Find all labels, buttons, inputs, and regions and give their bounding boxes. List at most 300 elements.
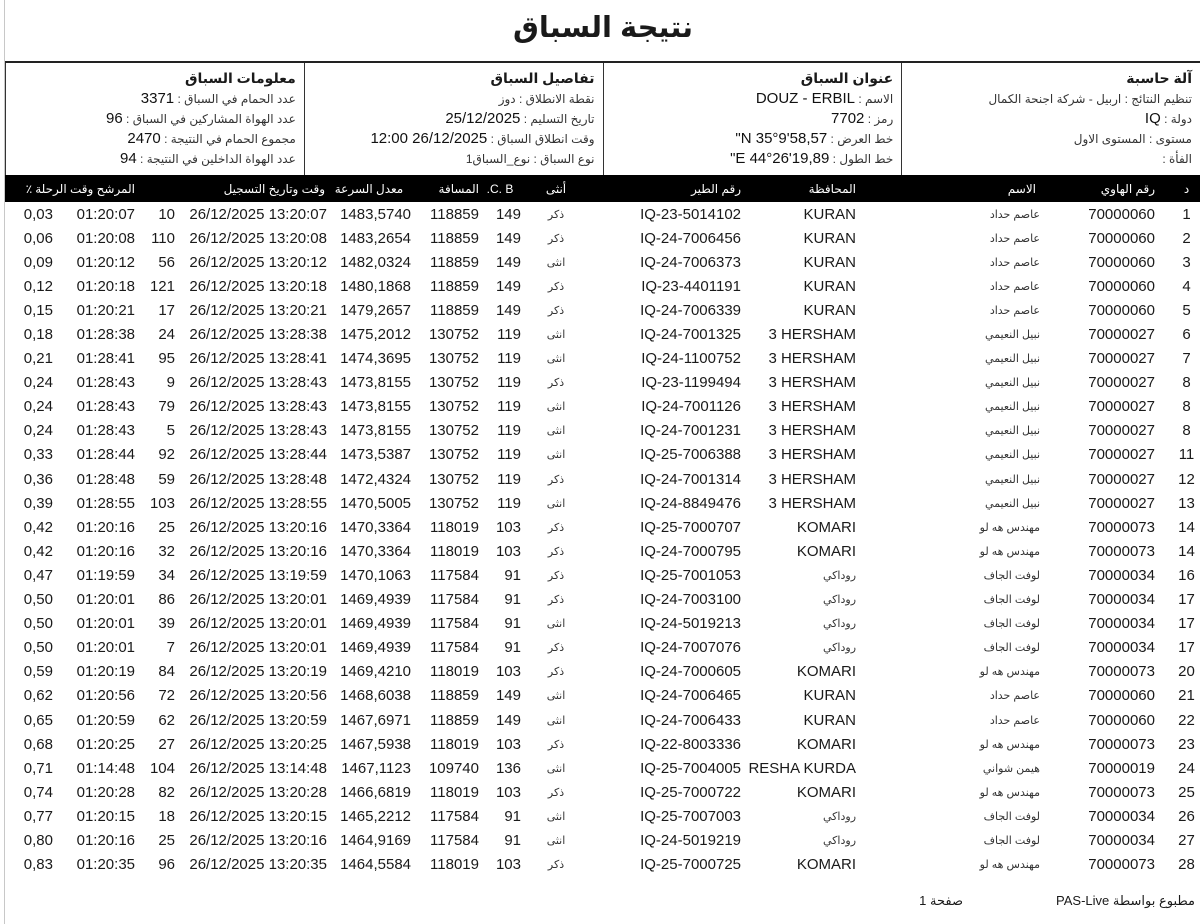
cell-province: KURAN	[803, 711, 856, 729]
cell-ring: IQ-24-7006465	[640, 687, 741, 705]
cell-percent: 0,12	[23, 277, 53, 295]
info-line	[313, 149, 595, 169]
cell-province: روداكي	[823, 569, 856, 582]
table-row[interactable]	[5, 563, 1200, 587]
cell-speed: 1469,4210	[340, 663, 411, 681]
cell-registered: 26/12/2025 13:14:48	[189, 759, 327, 777]
cell-rank: 8	[1182, 422, 1191, 440]
cell-sex: ذكر	[547, 208, 565, 221]
table-row[interactable]	[5, 853, 1200, 877]
cell-percent: 0,71	[23, 759, 53, 777]
table-row[interactable]	[5, 202, 1200, 226]
cell-speed: 1470,5005	[340, 494, 411, 512]
results-table	[5, 175, 1200, 877]
cell-registered: 26/12/2025 13:20:16	[189, 542, 327, 560]
cell-ring: IQ-24-7001231	[640, 422, 741, 440]
table-row[interactable]	[5, 322, 1200, 346]
cell-province: 3 HERSHAM	[768, 350, 856, 368]
cell-ring: IQ-24-7000795	[640, 542, 741, 560]
cell-rank: 12	[1178, 470, 1195, 488]
cell-name: نبيل النعيمي	[985, 377, 1040, 390]
cell-registered: 26/12/2025 13:28:48	[189, 470, 327, 488]
cell-sex: ذكر	[547, 232, 565, 245]
cell-rank: 26	[1178, 807, 1195, 825]
cell-fancier-id: 70000027	[1088, 326, 1155, 344]
cell-name: لوفت الجاف	[983, 834, 1040, 847]
cell-flight-time: 01:20:01	[76, 639, 135, 657]
table-row[interactable]	[5, 250, 1200, 274]
table-row[interactable]	[5, 298, 1200, 322]
cell-fancier-id: 70000073	[1088, 735, 1155, 753]
cell-name: مهندس هه لو	[979, 786, 1040, 799]
cell-percent: 0,33	[23, 446, 53, 464]
cell-sex: انثى	[546, 810, 566, 823]
cell-flight-time: 01:20:19	[76, 663, 135, 681]
cell-rank: 25	[1178, 783, 1195, 801]
cell-filtered: 121	[149, 277, 175, 295]
col-header-flight-time[interactable]: المرشح وقت الرحلة	[35, 181, 135, 196]
cell-distance: 130752	[428, 326, 479, 344]
cell-cb: 119	[497, 470, 521, 488]
table-row[interactable]	[5, 515, 1200, 539]
cell-cb: 149	[495, 229, 521, 247]
cell-flight-time: 01:20:56	[76, 687, 135, 705]
info-value: DOUZ - ERBIL	[755, 90, 856, 107]
col-header-speed[interactable]: معدل السرعة	[334, 181, 404, 196]
table-row[interactable]	[5, 732, 1200, 756]
cell-distance: 118859	[430, 229, 479, 247]
table-row[interactable]	[5, 443, 1200, 467]
cell-fancier-id: 70000060	[1088, 253, 1155, 271]
cell-percent: 0,83	[23, 856, 53, 874]
cell-percent: 0,39	[23, 494, 53, 512]
cell-speed: 1470,3364	[340, 542, 411, 560]
cell-flight-time: 01:20:16	[76, 518, 135, 536]
cell-speed: 1480,1868	[340, 277, 411, 295]
cell-registered: 26/12/2025 13:20:28	[189, 783, 327, 801]
table-row[interactable]	[5, 274, 1200, 298]
cell-registered: 26/12/2025 13:20:35	[189, 856, 327, 874]
cell-filtered: 18	[158, 807, 175, 825]
cell-filtered: 95	[158, 350, 175, 368]
cell-name: مهندس هه لو	[979, 545, 1040, 558]
cell-flight-time: 01:20:18	[76, 277, 135, 295]
cell-sex: ذكر	[547, 569, 565, 582]
col-header-province[interactable]: المحافظة	[808, 181, 856, 196]
cell-distance: 117584	[430, 807, 479, 825]
cell-speed: 1465,2212	[340, 807, 411, 825]
cell-percent: 0,18	[23, 326, 53, 344]
cell-speed: 1467,5938	[340, 735, 411, 753]
cell-sex: ذكر	[547, 377, 565, 390]
cell-province: روداكي	[823, 834, 856, 847]
info-value: 3371	[140, 90, 175, 107]
info-line	[313, 89, 595, 109]
cell-registered: 26/12/2025 13:28:43	[189, 398, 327, 416]
cell-name: عاصم حداد	[989, 280, 1040, 293]
cell-distance: 117584	[430, 639, 479, 657]
cell-ring: IQ-25-7000725	[640, 856, 741, 874]
cell-sex: انثى	[546, 714, 566, 727]
cell-distance: 130752	[428, 470, 479, 488]
info-line	[910, 89, 1192, 109]
info-line	[14, 109, 296, 129]
cell-province: KURAN	[803, 687, 856, 705]
cell-distance: 130752	[428, 350, 479, 368]
col-header-percent[interactable]: ٪	[25, 181, 33, 196]
info-value: E 44°26'19,89"	[730, 150, 830, 167]
cell-rank: 28	[1178, 856, 1195, 874]
cell-distance: 118859	[430, 687, 479, 705]
cell-cb: 103	[495, 542, 521, 560]
cell-name: نبيل النعيمي	[985, 473, 1040, 486]
cell-speed: 1473,5387	[340, 446, 411, 464]
cell-province: KURAN	[803, 277, 856, 295]
cell-distance: 109740	[428, 759, 479, 777]
cell-sex: ذكر	[547, 738, 565, 751]
info-line	[612, 109, 894, 129]
cell-registered: 26/12/2025 13:20:01	[189, 591, 327, 609]
cell-name: عاصم حداد	[989, 304, 1040, 317]
info-label: خط الطول :	[829, 152, 894, 166]
info-box-heading: معلومات السباق	[185, 70, 296, 86]
cell-registered: 26/12/2025 13:20:12	[189, 253, 327, 271]
col-header-name[interactable]: الاسم	[1007, 181, 1036, 196]
cell-rank: 23	[1178, 735, 1195, 753]
cell-sex: ذكر	[547, 666, 565, 679]
cell-cb: 103	[495, 735, 521, 753]
page-number: صفحة 1	[919, 893, 963, 908]
cell-cb: 103	[495, 856, 521, 874]
cell-province: KOMARI	[796, 735, 856, 753]
cell-fancier-id: 70000073	[1088, 663, 1155, 681]
cell-sex: انثى	[546, 618, 566, 631]
info-label: دولة :	[1160, 112, 1192, 126]
cell-province: روداكي	[823, 810, 856, 823]
cell-speed: 1474,3695	[340, 350, 411, 368]
cell-ring: IQ-24-5019219	[640, 831, 741, 849]
cell-flight-time: 01:20:12	[76, 253, 135, 271]
cell-distance: 130752	[428, 422, 479, 440]
cell-name: هيمن شواني	[982, 762, 1040, 775]
table-row[interactable]	[5, 226, 1200, 250]
cell-cb: 91	[504, 831, 521, 849]
cell-fancier-id: 70000073	[1088, 783, 1155, 801]
cell-distance: 130752	[428, 398, 479, 416]
info-label: نقطة الانطلاق :	[515, 92, 595, 106]
cell-ring: IQ-22-8003336	[640, 735, 741, 753]
cell-speed: 1467,1123	[341, 759, 411, 777]
cell-distance: 117584	[430, 831, 479, 849]
cell-fancier-id: 70000060	[1088, 687, 1155, 705]
cell-rank: 27	[1178, 831, 1195, 849]
info-box-heading: تفاصيل السباق	[490, 70, 595, 86]
cell-flight-time: 01:28:55	[76, 494, 135, 512]
col-header-cb[interactable]: C. B.	[486, 181, 514, 196]
table-row[interactable]	[5, 612, 1200, 636]
cell-flight-time: 01:20:01	[76, 591, 135, 609]
cell-province: روداكي	[823, 618, 856, 631]
col-header-fancier-id[interactable]: رقم الهاوي	[1100, 181, 1155, 196]
cell-filtered: 9	[166, 374, 175, 392]
table-row[interactable]	[5, 539, 1200, 563]
cell-distance: 117584	[430, 566, 479, 584]
cell-name: عاصم حداد	[989, 232, 1040, 245]
cell-registered: 26/12/2025 13:20:15	[189, 807, 327, 825]
info-label: الفأة :	[1162, 152, 1192, 166]
cell-fancier-id: 70000060	[1088, 711, 1155, 729]
printed-by-label: مطبوع بواسطة PAS-Live	[1056, 893, 1195, 908]
cell-flight-time: 01:28:43	[76, 374, 135, 392]
info-line	[910, 129, 1192, 149]
cell-fancier-id: 70000019	[1088, 759, 1155, 777]
cell-flight-time: 01:20:21	[76, 301, 135, 319]
cell-filtered: 10	[158, 205, 175, 223]
info-label: تاريخ التسليم :	[520, 112, 595, 126]
cell-cb: 103	[495, 783, 521, 801]
cell-filtered: 86	[158, 591, 175, 609]
cell-sex: ذكر	[547, 786, 565, 799]
cell-rank: 17	[1178, 639, 1195, 657]
cell-ring: IQ-24-7003100	[640, 591, 741, 609]
cell-speed: 1472,4324	[340, 470, 411, 488]
table-row[interactable]	[5, 708, 1200, 732]
cell-percent: 0,62	[23, 687, 53, 705]
info-line	[14, 129, 296, 149]
cell-fancier-id: 70000060	[1088, 277, 1155, 295]
cell-filtered: 79	[158, 398, 175, 416]
cell-province: KURAN	[803, 205, 856, 223]
info-line	[612, 149, 894, 169]
table-row[interactable]	[5, 347, 1200, 371]
cell-ring: IQ-25-7000722	[640, 783, 741, 801]
cell-filtered: 25	[158, 831, 175, 849]
table-row[interactable]	[5, 804, 1200, 828]
cell-flight-time: 01:20:25	[76, 735, 135, 753]
cell-sex: ذكر	[547, 304, 565, 317]
table-row[interactable]	[5, 684, 1200, 708]
info-box-race-info	[5, 63, 304, 175]
cell-cb: 149	[495, 687, 521, 705]
cell-registered: 26/12/2025 13:28:41	[189, 350, 327, 368]
cell-distance: 117584	[430, 615, 479, 633]
cell-registered: 26/12/2025 13:28:43	[189, 374, 327, 392]
cell-filtered: 39	[158, 615, 175, 633]
info-value: دوز	[498, 92, 516, 106]
cell-province: KOMARI	[796, 518, 856, 536]
info-line	[612, 129, 894, 149]
cell-cb: 91	[504, 591, 521, 609]
cell-name: نبيل النعيمي	[985, 353, 1040, 366]
cell-province: KOMARI	[796, 542, 856, 560]
cell-flight-time: 01:19:59	[76, 566, 135, 584]
col-header-rank[interactable]: د	[1183, 181, 1190, 196]
cell-flight-time: 01:28:43	[76, 398, 135, 416]
cell-name: لوفت الجاف	[983, 642, 1040, 655]
col-header-registered[interactable]: وقت وتاريخ التسجيل	[223, 181, 325, 196]
table-row[interactable]	[5, 660, 1200, 684]
cell-rank: 8	[1182, 398, 1191, 416]
cell-ring: IQ-24-1100752	[641, 350, 741, 368]
table-row[interactable]	[5, 419, 1200, 443]
table-row[interactable]	[5, 371, 1200, 395]
cell-ring: IQ-25-7007003	[640, 807, 741, 825]
cell-fancier-id: 70000027	[1088, 398, 1155, 416]
cell-cb: 119	[497, 422, 521, 440]
page-title: نتيجة السباق	[512, 12, 694, 44]
cell-distance: 130752	[428, 494, 479, 512]
cell-province: KURAN	[803, 253, 856, 271]
cell-speed: 1473,8155	[340, 374, 411, 392]
cell-distance: 118019	[430, 735, 479, 753]
cell-rank: 1	[1182, 205, 1191, 223]
cell-rank: 17	[1178, 591, 1195, 609]
cell-sex: انثى	[546, 353, 566, 366]
cell-registered: 26/12/2025 13:28:55	[189, 494, 327, 512]
cell-speed: 1475,2012	[340, 326, 411, 344]
cell-filtered: 62	[158, 711, 175, 729]
cell-fancier-id: 70000034	[1088, 566, 1155, 584]
cell-flight-time: 01:20:08	[76, 229, 135, 247]
cell-flight-time: 01:20:35	[76, 856, 135, 874]
cell-flight-time: 01:20:01	[76, 615, 135, 633]
cell-ring: IQ-25-7001053	[640, 566, 741, 584]
cell-cb: 149	[495, 205, 521, 223]
cell-fancier-id: 70000027	[1088, 374, 1155, 392]
info-line	[313, 109, 595, 129]
cell-name: مهندس هه لو	[979, 521, 1040, 534]
cell-cb: 103	[495, 518, 521, 536]
cell-flight-time: 01:28:38	[76, 326, 135, 344]
cell-filtered: 5	[166, 422, 175, 440]
cell-ring: IQ-24-7006373	[640, 253, 741, 271]
cell-percent: 0,50	[23, 591, 53, 609]
cell-cb: 149	[495, 277, 521, 295]
col-header-distance[interactable]: المسافة	[438, 181, 479, 196]
table-row[interactable]	[5, 491, 1200, 515]
cell-ring: IQ-23-5014102	[640, 205, 741, 223]
info-value: 26/12/2025 12:00	[370, 130, 488, 147]
cell-province: KOMARI	[796, 856, 856, 874]
table-row[interactable]	[5, 588, 1200, 612]
cell-ring: IQ-25-7000707	[640, 518, 741, 536]
cell-name: عاصم حداد	[989, 208, 1040, 221]
cell-distance: 118019	[430, 783, 479, 801]
cell-filtered: 34	[158, 566, 175, 584]
cell-flight-time: 01:14:48	[76, 759, 135, 777]
table-row[interactable]	[5, 780, 1200, 804]
cell-distance: 130752	[428, 374, 479, 392]
cell-rank: 21	[1178, 687, 1195, 705]
cell-sex: انثى	[546, 762, 566, 775]
cell-fancier-id: 70000073	[1088, 856, 1155, 874]
table-row[interactable]	[5, 467, 1200, 491]
cell-percent: 0,50	[23, 639, 53, 657]
cell-flight-time: 01:20:15	[76, 807, 135, 825]
cell-cb: 91	[504, 807, 521, 825]
info-box-heading: عنوان السباق	[800, 70, 894, 86]
info-line	[14, 89, 296, 109]
cell-ring: IQ-24-7001314	[640, 470, 741, 488]
report-page	[4, 0, 1200, 924]
cell-registered: 26/12/2025 13:20:59	[189, 711, 327, 729]
info-value: 25/12/2025	[445, 110, 521, 127]
cell-name: نبيل النعيمي	[985, 401, 1040, 414]
cell-cb: 136	[495, 759, 521, 777]
cell-distance: 118859	[430, 277, 479, 295]
cell-registered: 26/12/2025 13:20:01	[189, 639, 327, 657]
cell-fancier-id: 70000034	[1088, 639, 1155, 657]
info-line	[14, 149, 296, 169]
cell-name: مهندس هه لو	[979, 859, 1040, 872]
table-header-row	[5, 175, 1200, 202]
cell-filtered: 96	[158, 856, 175, 874]
cell-sex: ذكر	[547, 473, 565, 486]
cell-speed: 1464,9169	[340, 831, 411, 849]
cell-speed: 1482,0324	[340, 253, 411, 271]
cell-percent: 0,24	[23, 398, 53, 416]
table-row[interactable]	[5, 756, 1200, 780]
col-header-filtered[interactable]	[135, 175, 175, 202]
cell-registered: 26/12/2025 13:28:43	[189, 422, 327, 440]
cell-filtered: 92	[158, 446, 175, 464]
cell-province: 3 HERSHAM	[768, 494, 856, 512]
cell-sex: ذكر	[547, 594, 565, 607]
cell-name: لوفت الجاف	[983, 594, 1040, 607]
cell-sex: انثى	[546, 425, 566, 438]
cell-filtered: 72	[158, 687, 175, 705]
cell-sex: ذكر	[547, 859, 565, 872]
cell-sex: انثى	[546, 329, 566, 342]
cell-province: 3 HERSHAM	[768, 422, 856, 440]
cell-percent: 0,50	[23, 615, 53, 633]
cell-rank: 22	[1178, 711, 1195, 729]
cell-flight-time: 01:20:07	[76, 205, 135, 223]
cell-percent: 0,09	[23, 253, 53, 271]
info-box-race-address	[603, 63, 902, 175]
cell-speed: 1483,5740	[340, 205, 411, 223]
cell-filtered: 59	[158, 470, 175, 488]
cell-rank: 4	[1182, 277, 1191, 295]
cell-sex: انثى	[546, 449, 566, 462]
cell-province: 3 HERSHAM	[768, 326, 856, 344]
cell-province: RESHA KURDA	[748, 759, 856, 777]
cell-filtered: 82	[158, 783, 175, 801]
cell-percent: 0,03	[23, 205, 53, 223]
table-row[interactable]	[5, 636, 1200, 660]
cell-province: 3 HERSHAM	[768, 374, 856, 392]
table-row[interactable]	[5, 395, 1200, 419]
cell-cb: 103	[495, 663, 521, 681]
cell-flight-time: 01:28:44	[76, 446, 135, 464]
cell-sex: انثى	[546, 256, 566, 269]
cell-distance: 118859	[430, 253, 479, 271]
cell-ring: IQ-23-4401191	[641, 277, 741, 295]
table-row[interactable]	[5, 828, 1200, 852]
cell-registered: 26/12/2025 13:20:16	[189, 518, 327, 536]
info-label: رمز :	[864, 112, 894, 126]
col-header-ring[interactable]: رقم الطير	[691, 181, 741, 196]
col-header-sex[interactable]: أنثى	[545, 181, 567, 196]
cell-rank: 7	[1182, 350, 1191, 368]
cell-fancier-id: 70000060	[1088, 229, 1155, 247]
cell-registered: 26/12/2025 13:20:07	[189, 205, 327, 223]
info-panel	[5, 61, 1200, 177]
cell-distance: 118859	[430, 205, 479, 223]
cell-speed: 1466,6819	[340, 783, 411, 801]
cell-registered: 26/12/2025 13:20:19	[189, 663, 327, 681]
info-label: خط العرض :	[827, 132, 894, 146]
